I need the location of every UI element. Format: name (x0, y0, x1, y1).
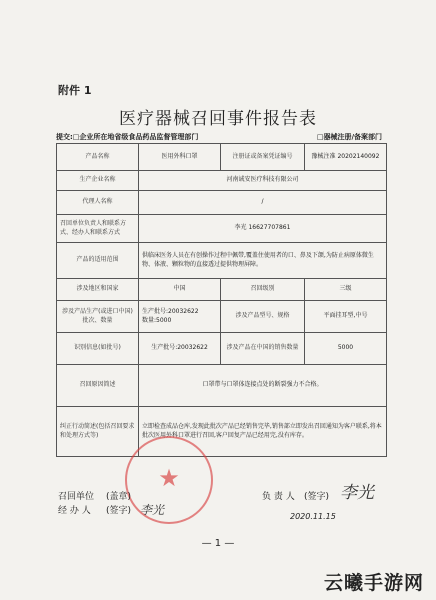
table-row (57, 301, 387, 333)
recall-unit-seal: (盖章) (106, 492, 132, 502)
submit-dept: □器械注册/备案部门 (316, 133, 382, 141)
batch-number: 生产批号:20032622 (142, 307, 199, 315)
agent-value: / (139, 191, 387, 215)
action-value: 立即检查成品仓库,发现此批次产品已经销售完毕,销售部立即发出召回通知为客户联系,将本批次医用外科口罩进行召回,客户回复产品已经用完,没有库存。 (139, 407, 387, 457)
batch-label: 涉及产品生产(或进口中国)批次、数量 (57, 301, 139, 333)
product-name-label: 产品名称 (57, 144, 139, 171)
principal-sign-hint: (签字) (304, 492, 330, 502)
table-row (57, 171, 387, 191)
manufacturer-label: 生产企业名称 (57, 171, 139, 191)
signature-date: 2020.11.15 (290, 512, 336, 521)
page-title: 医疗器械召回事件报告表 (119, 109, 317, 129)
product-name-value: 医用外科口罩 (139, 144, 221, 171)
handler-sign-hint: (签字) (106, 506, 132, 516)
reg-cert-label: 注册证或备案凭证编号 (221, 144, 305, 171)
id-label: 识别信息(如批号) (57, 333, 139, 365)
table-row (57, 407, 387, 457)
table-row (57, 279, 387, 301)
contact-value: 李光 16627707861 (139, 215, 387, 243)
handler-label: 经 办 人 (58, 506, 91, 516)
agent-label: 代理人名称 (57, 191, 139, 215)
model-label: 涉及产品型号、规格 (221, 301, 305, 333)
principal-label: 负 责 人 (262, 492, 295, 502)
batch-value (139, 301, 221, 333)
sales-label: 涉及产品在中国的销售数量 (221, 333, 305, 365)
recall-level-value: 三级 (305, 279, 387, 301)
handler-signature: 李光 (140, 503, 165, 517)
contact-label: 召回单位负责人和联系方式、经办人和联系方式 (57, 215, 139, 243)
principal-signature: 李光 (340, 483, 374, 503)
page-number: — 1 — (201, 538, 235, 549)
scope-label: 产品的适用范围 (57, 243, 139, 279)
annex-label: 附件 1 (58, 84, 92, 97)
manufacturer-value: 河南诚安医疗科技有限公司 (139, 171, 387, 191)
table-row (57, 333, 387, 365)
reg-cert-value: 豫械注准 20202140092 (305, 144, 387, 171)
recall-report-table (56, 143, 387, 457)
reason-value: 口罩带与口罩体连接点处的断裂强力不合格。 (139, 365, 387, 407)
table-row (57, 365, 387, 407)
batch-quantity: 数量:5000 (142, 316, 172, 324)
table-row (57, 215, 387, 243)
model-value: 平面挂耳型,中号 (305, 301, 387, 333)
submit-to: 提交:□企业所在地省级食品药品监督管理部门 (56, 133, 199, 141)
recall-unit-label: 召回单位 (58, 492, 95, 502)
watermark-logo: 云曦手游网 (323, 572, 424, 594)
company-seal (125, 436, 213, 524)
recall-level-label: 召回级别 (221, 279, 305, 301)
id-value: 生产批号:20032622 (139, 333, 221, 365)
sales-value: 5000 (305, 333, 387, 365)
reason-label: 召回原因简述 (57, 365, 139, 407)
region-label: 涉及地区和国家 (57, 279, 139, 301)
seal-star-icon: ★ (158, 464, 180, 492)
table-row (57, 144, 387, 171)
table-row (57, 243, 387, 279)
action-label: 纠正行动简述(包括召回要求和处理方式等) (57, 407, 139, 457)
region-value: 中国 (139, 279, 221, 301)
table-row (57, 191, 387, 215)
scope-value: 供临床医务人员在有创操作过程中佩带,覆盖住使用者的口、鼻及下颌,为防止病原体微生物、体液、颗粒物的直接透过提供物理屏障。 (139, 243, 387, 279)
